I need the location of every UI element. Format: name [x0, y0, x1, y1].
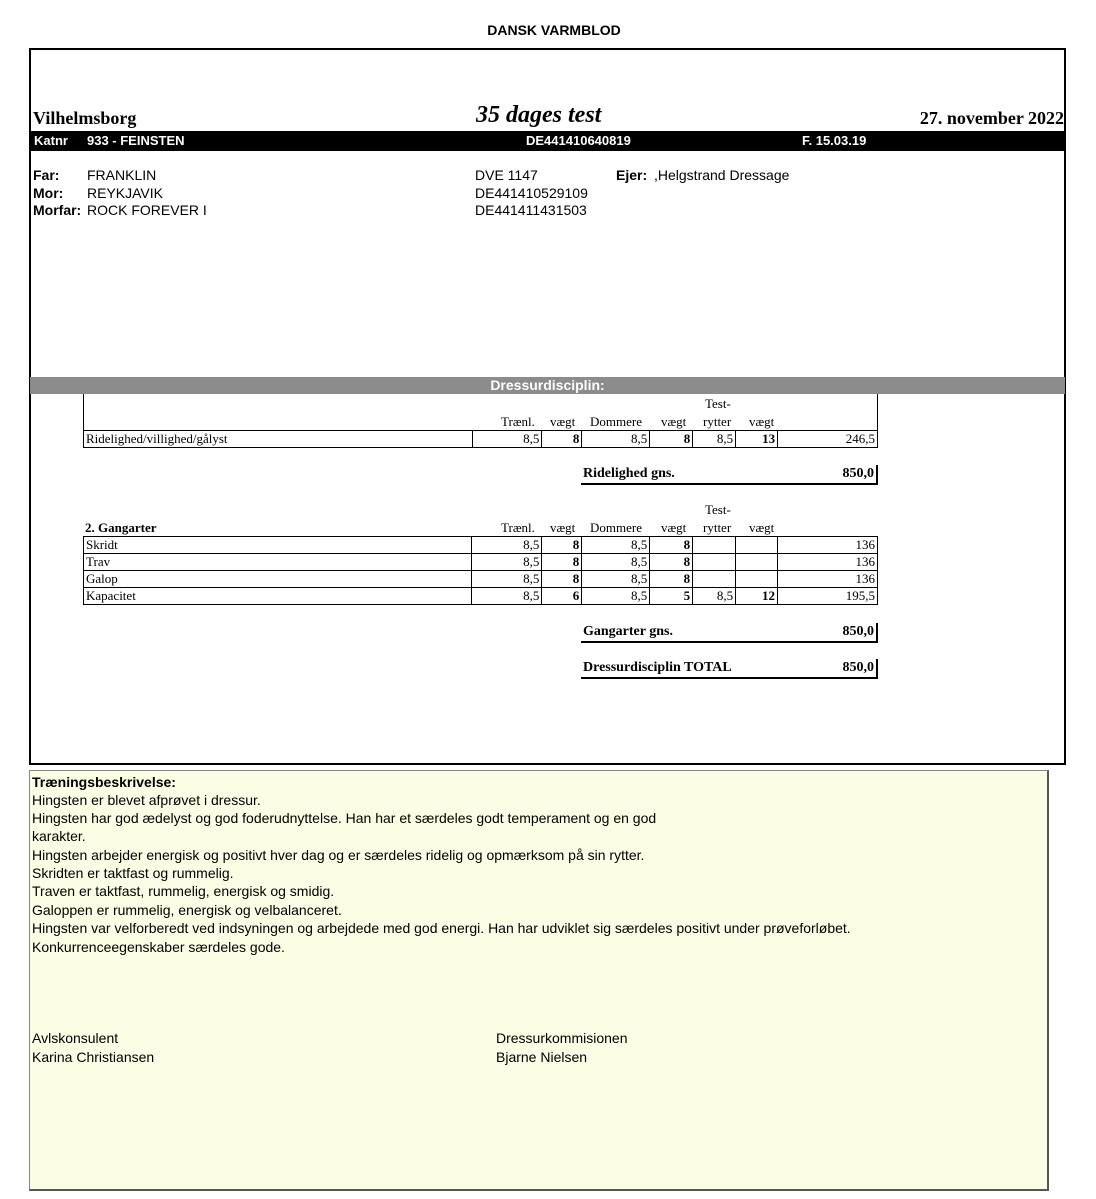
row-name: Galop: [84, 571, 472, 588]
test-title: 35 dages test: [476, 102, 602, 128]
dommere-value: 8,5: [582, 554, 650, 571]
col-dommere: Dommere: [590, 414, 642, 429]
col-test-vaegt-2: vægt: [749, 520, 775, 535]
dommere-weight: 8: [650, 554, 693, 571]
training-line: Galoppen er rummelig, energisk og velbalanceret.: [32, 902, 342, 918]
traenl-weight: 8: [542, 537, 582, 554]
row-name: Kapacitet: [84, 588, 472, 605]
traenl-weight: 8: [542, 571, 582, 588]
row-total: 136: [778, 537, 878, 554]
signature-right-title: Dressurkommisionen: [496, 1030, 628, 1046]
test-value: 8,5: [693, 431, 736, 448]
signature-left-title: Avlskonsulent: [32, 1030, 119, 1046]
mor-label: Mor:: [33, 185, 64, 201]
signature-left-name: Karina Christiansen: [32, 1049, 155, 1065]
owner-label: Ejer:: [616, 167, 648, 183]
col-traenl: Trænl.: [501, 414, 535, 429]
row-name: Trav: [84, 554, 472, 571]
traenl-value: 8,5: [472, 537, 542, 554]
training-description-box: [29, 770, 1049, 1191]
signature-right-name: Bjarne Nielsen: [496, 1049, 588, 1065]
mor-id: DE441410529109: [475, 185, 588, 201]
mor-name: REYKJAVIK: [87, 185, 163, 201]
dommere-value: 8,5: [582, 431, 650, 448]
col-traenl-2: Trænl.: [501, 520, 535, 535]
dressur-total-value: 850,0: [842, 660, 874, 675]
gangarter-average: [581, 623, 878, 643]
training-line: Hingsten har god ædelyst og god foderudnyttelse. Han har et særdeles godt temperament og en god: [32, 810, 657, 826]
training-title: Træningsbeskrivelse:: [32, 774, 176, 790]
col-dommere-2: Dommere: [590, 520, 642, 535]
test-value: [693, 554, 736, 571]
col-traenl-vaegt: vægt: [550, 414, 576, 429]
col-dommere-vaegt-2: vægt: [661, 520, 687, 535]
training-line: Skridten er taktfast og rummelig.: [32, 865, 234, 881]
training-line: Traven er taktfast, rummelig, energisk og smidig.: [32, 883, 335, 899]
traenl-weight: 6: [542, 588, 582, 605]
col-traenl-vaegt-2: vægt: [550, 520, 576, 535]
horse-born: F. 15.03.19: [802, 133, 867, 148]
table-row: [84, 431, 878, 448]
dommere-value: 8,5: [582, 588, 650, 605]
test-value: [693, 571, 736, 588]
far-name: FRANKLIN: [87, 167, 157, 183]
row-total: 195,5: [778, 588, 878, 605]
horse-id: DE441410640819: [526, 133, 631, 148]
dommere-weight: 8: [650, 571, 693, 588]
training-line: karakter.: [32, 828, 86, 844]
dressur-total-label: Dressurdisciplin TOTAL: [583, 660, 732, 675]
far-label: Far:: [33, 167, 60, 183]
gangarter-average-label: Gangarter gns.: [583, 624, 673, 639]
traenl-value: 8,5: [472, 554, 542, 571]
test-weight: 13: [736, 431, 778, 448]
ridelighed-average-value: 850,0: [842, 466, 874, 481]
section-title-bar: Dressurdisciplin:: [30, 377, 1065, 394]
row-name: Ridelighed/villighed/gålyst: [84, 431, 473, 448]
col-dommere-vaegt: vægt: [661, 414, 687, 429]
far-id: DVE 1147: [475, 167, 538, 183]
col-test-top: Test-: [705, 396, 731, 411]
table-row: [84, 537, 878, 554]
traenl-weight: 8: [542, 431, 582, 448]
traenl-weight: 8: [542, 554, 582, 571]
training-line: Hingsten arbejder energisk og positivt hver dag og er særdeles ridelig og opmærksom på sin rytter.: [32, 847, 645, 863]
dommere-weight: 5: [650, 588, 693, 605]
test-value: [693, 537, 736, 554]
test-value: 8,5: [693, 588, 736, 605]
test-weight: 12: [736, 588, 778, 605]
dommere-value: 8,5: [582, 537, 650, 554]
test-date: 27. november 2022: [919, 108, 1064, 128]
morfar-id: DE441411431503: [475, 202, 587, 218]
test-weight: [736, 554, 778, 571]
morfar-name: ROCK FOREVER I: [87, 202, 207, 218]
training-line: Hingsten var velforberedt ved indsyningen og arbejdede med god energi. Han har udviklet sig særdeles positivt under prøveforløbet.: [32, 920, 851, 936]
organization-title: DANSK VARMBLOD: [487, 22, 621, 38]
ridelighed-table: [83, 430, 878, 448]
traenl-value: 8,5: [472, 588, 542, 605]
dommere-value: 8,5: [582, 571, 650, 588]
traenl-value: 8,5: [472, 431, 542, 448]
gangarter-table: [83, 536, 878, 605]
horse-info-bar: [30, 131, 1065, 151]
training-line: Hingsten er blevet afprøvet i dressur.: [32, 792, 261, 808]
dommere-weight: 8: [650, 431, 693, 448]
katnr-label: Katnr: [34, 133, 68, 148]
katnr-value: 933 - FEINSTEN: [87, 133, 185, 148]
table-row: [84, 588, 878, 605]
gangarter-average-value: 850,0: [842, 624, 874, 639]
table-row: [84, 554, 878, 571]
test-location: Vilhelmsborg: [33, 108, 137, 128]
gangarter-heading: 2. Gangarter: [85, 520, 157, 535]
col-test-top-2: Test-: [705, 502, 731, 517]
test-weight: [736, 571, 778, 588]
col-test-bottom-2: rytter: [703, 520, 732, 535]
col-test-vaegt: vægt: [749, 414, 775, 429]
traenl-value: 8,5: [472, 571, 542, 588]
test-weight: [736, 537, 778, 554]
table-row: [84, 571, 878, 588]
row-total: 136: [778, 554, 878, 571]
row-total: 246,5: [778, 431, 878, 448]
training-line: Konkurrenceegenskaber særdeles gode.: [32, 939, 285, 955]
ridelighed-average: [581, 465, 878, 485]
dommere-weight: 8: [650, 537, 693, 554]
morfar-label: Morfar:: [33, 202, 82, 218]
dressur-total: [581, 659, 878, 679]
row-total: 136: [778, 571, 878, 588]
row-name: Skridt: [84, 537, 472, 554]
ridelighed-average-label: Ridelighed gns.: [583, 466, 675, 481]
col-test-bottom: rytter: [703, 414, 732, 429]
owner-name: ,Helgstrand Dressage: [654, 167, 790, 183]
